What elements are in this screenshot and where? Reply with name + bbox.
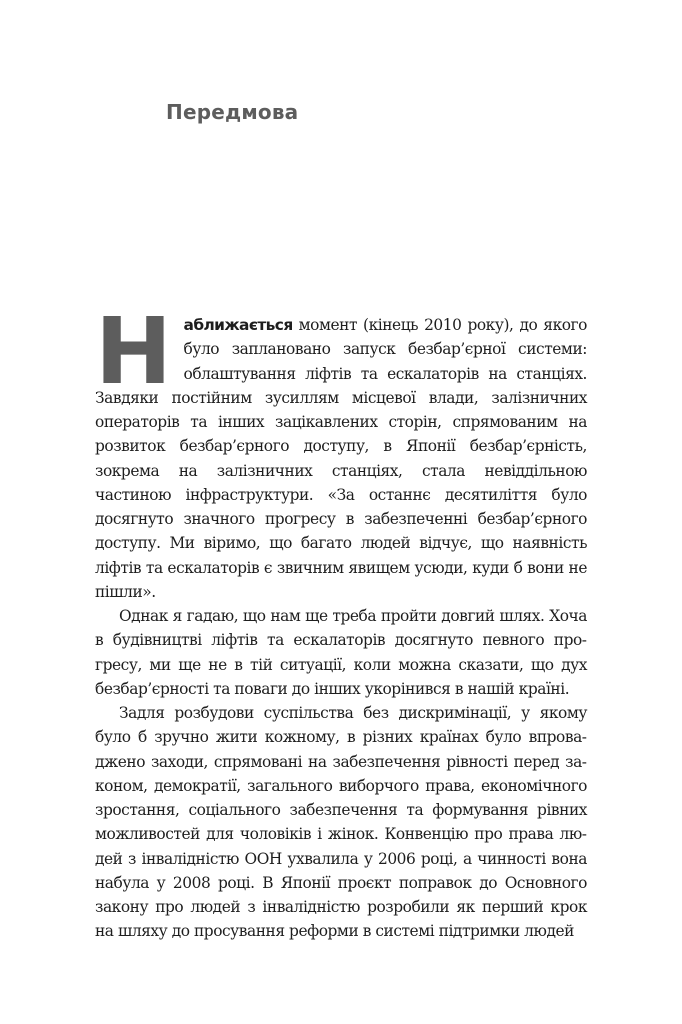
paragraph-1: [95, 298, 587, 604]
paragraph-1-text: момент (кінець 2010 року), до якого було заплановано запуск безбар’єрної системи: облаштування ліфтів та ескалаторів на станціях. Завдяки постійним зусиллям місцевої влади, залізничних операторів та інших зацікавлених сторін, спрямованим на розвиток безбар’єрного доступу, в Японії безбар’єрність, зокрема на залізничних станціях, стала невіддільною частиною інфраструктури. «За останнє десятиліття було досягнуто значного прогресу в забезпеченні безбар’єрного доступу. Ми віримо, що багато людей відчує, що наявність ліфтів та ескалаторів є звичним явищем усюди, куди б вони не пішли».: [95, 316, 587, 601]
drop-cap: Н: [95, 298, 172, 405]
chapter-body: [95, 298, 587, 944]
paragraph-3: Задля розбудови суспільства без дискримінації, у якому було б зручно жити кожному, в різних країнах було впроваджено заходи, спрямовані на забезпечення рівності перед законом, демократії, загального виборчого права, економічного зростання, соціального забезпечення та формування рівних можливостей для чоловіків і жінок. Конвенцію про права людей з інвалідністю ООН ухвалила у 2006 році, а чинності вона набула у 2008 році. В Японії проєкт поправок до Основного закону про людей з інвалідністю розробили як перший крок на шляху до просування реформи в системі підтримки людей: [95, 704, 587, 941]
chapter-heading: Передмова: [166, 100, 299, 124]
paragraph-2: Однак я гадаю, що нам ще треба пройти довгий шлях. Хоча в будівництві ліфтів та ескалаторів досягнуто певного прогресу, ми ще не в тій ситуації, коли можна сказати, що дух безбар’єрності та поваги до інших укорінився в нашій країні.: [95, 607, 587, 698]
lead-in-word: аближається: [183, 316, 293, 334]
